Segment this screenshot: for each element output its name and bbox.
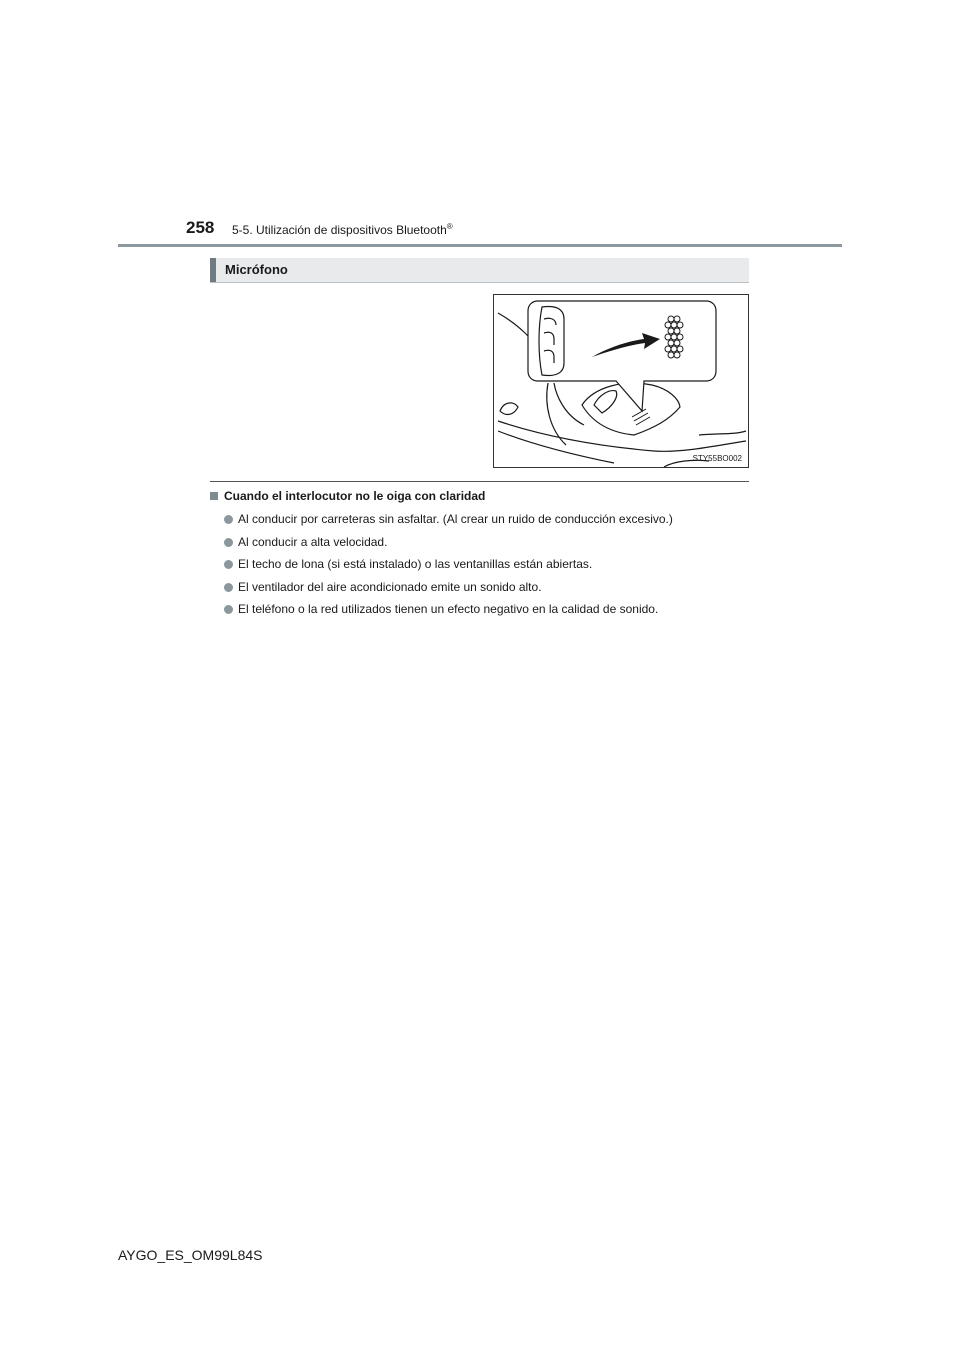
list-item — [224, 512, 673, 535]
list-item-text: Al conducir por carreteras sin asfaltar. (Al crear un ruido de conducción excesivo.) — [238, 512, 673, 526]
heading-accent — [210, 258, 216, 282]
page-number: 258 — [186, 218, 215, 237]
list-item-text: El ventilador del aire acondicionado emite un sonido alto. — [238, 579, 542, 594]
microphone-diagram-icon — [494, 295, 750, 469]
bullet-dot-icon — [224, 538, 233, 547]
content-rule — [210, 481, 749, 482]
list-item-text: El techo de lona (si está instalado) o las ventanillas están abiertas. — [238, 557, 593, 571]
registered-mark: ® — [446, 222, 453, 231]
section-title-text: 5-5. Utilización de dispositivos Bluetooth — [232, 223, 447, 237]
footer-code: AYGO_ES_OM99L84S — [118, 1247, 263, 1263]
section-title — [232, 222, 453, 237]
list-item — [224, 557, 673, 580]
bullet-dot-icon — [224, 605, 233, 614]
note-title-text: Cuando el interlocutor no le oiga con claridad — [224, 489, 486, 503]
list-item-text: El teléfono o la red utilizados tienen un efecto negativo en la calidad de sonido. — [238, 602, 659, 616]
square-bullet-icon — [210, 492, 218, 500]
bullet-dot-icon — [224, 560, 233, 569]
heading-label: Micrófono — [225, 262, 288, 277]
list-item — [224, 602, 673, 625]
bullet-dot-icon — [224, 515, 233, 524]
heading-bar — [210, 258, 749, 283]
note-list — [224, 512, 673, 625]
bullet-dot-icon — [224, 583, 233, 592]
list-item-text: Al conducir a alta velocidad. — [238, 534, 388, 549]
list-item — [224, 580, 673, 603]
header-rule — [118, 244, 842, 247]
note-title — [210, 489, 485, 503]
figure-code: STY55BO002 — [692, 454, 742, 463]
list-item — [224, 535, 673, 558]
microphone-illustration — [493, 294, 749, 468]
